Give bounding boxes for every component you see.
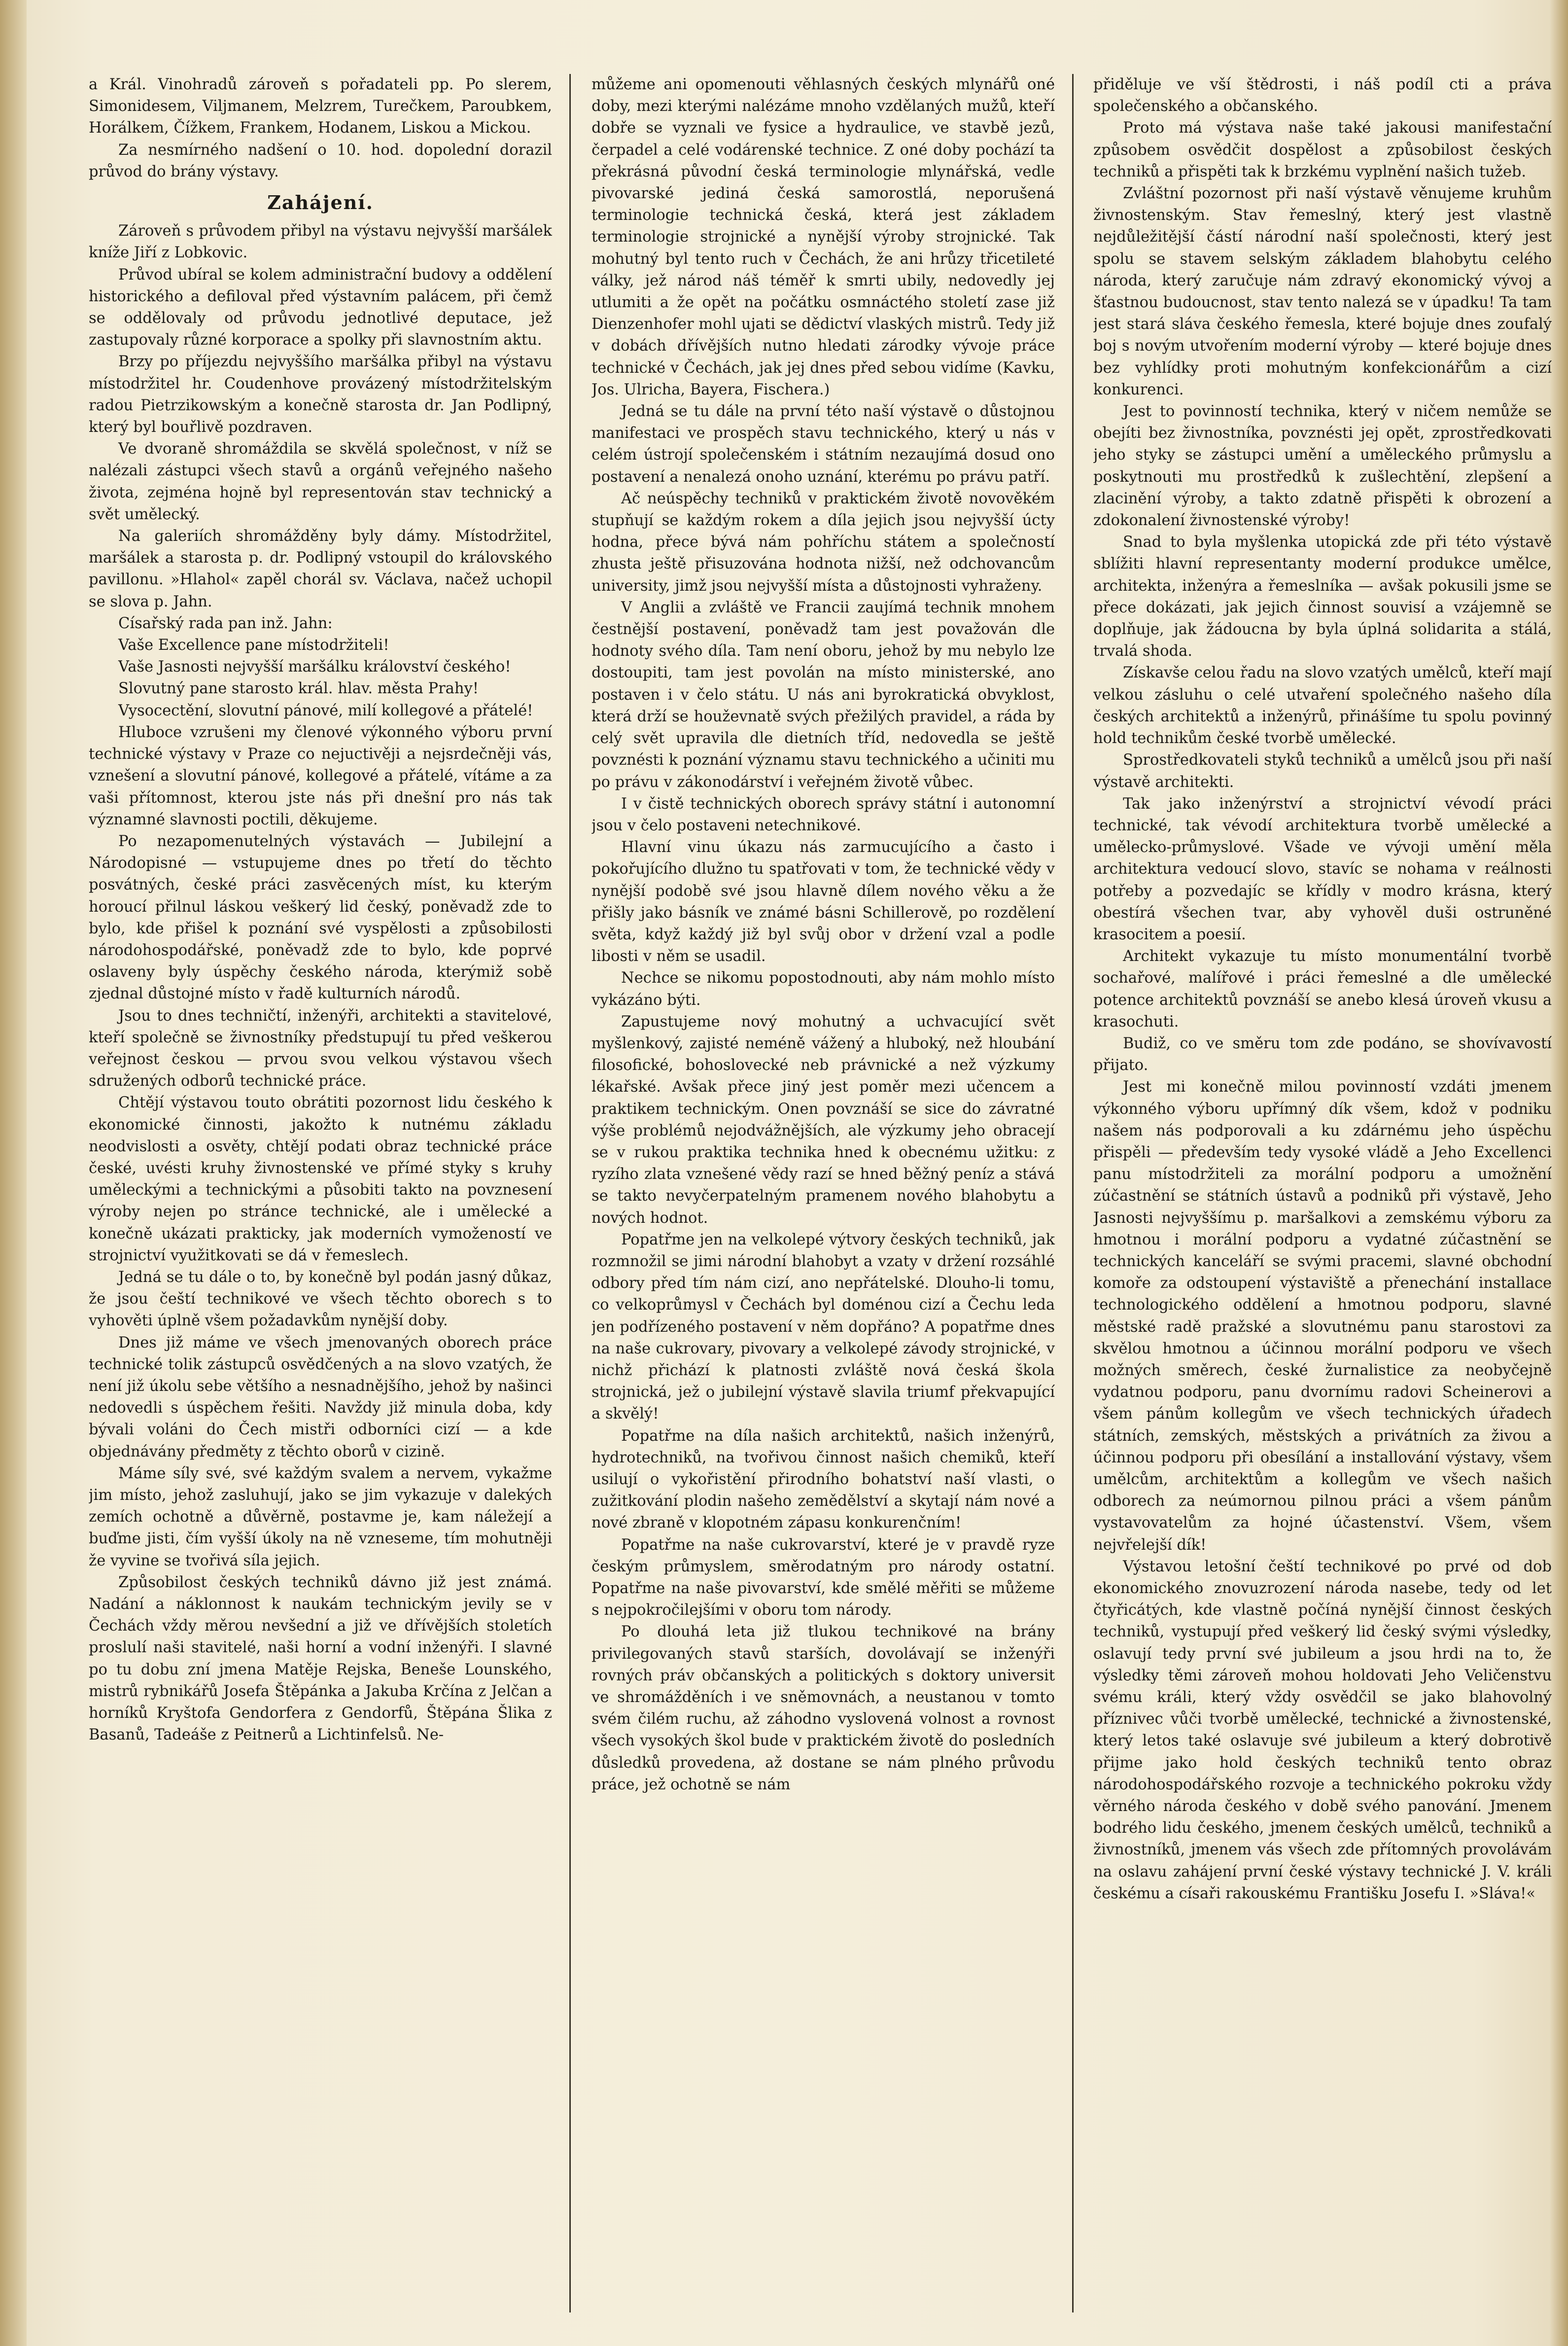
column-3	[1093, 74, 1552, 2317]
paragraph: Proto má výstava naše také jakousi manifestační způsobem osvědčit dospělost a způsobilost českých techniků a přispěti tak k brzkému vyplnění našich tužeb.	[1093, 119, 1552, 180]
paragraph: Jsou to dnes techničtí, inženýři, architekti a stavitelové, kteří společně se živnostníky předstupují tu před veškerou veřejnost českou — prvou svou velkou výstavou všech sdružených odborů technické práce.	[89, 1007, 552, 1090]
paragraph: Zapustujeme nový mohutný a uchvacující svět myšlenkový, zajisté neméně vážený a hluboký, než hloubání filosofické, bohoslovecké neb právnické a než výzkumy lékařské. Avšak přece jiný jest poměr mezi učencem a praktikem technickým. Onen povznáší se sice do závratné výše problémů nejodvážnějších, ale výzkumy jeho obracejí se v rukou praktika technika hned k obecnému užitku: z ryzího zlata vznešené vědy razí se hned běžný peníz a stává se takto nevyčerpatelným pramenem nového blahobytu a nových hodnot.	[592, 1013, 1055, 1227]
page-edge-right	[1550, 0, 1568, 2346]
paragraph: můžeme ani opomenouti věhlasných českých mlynářů oné doby, mezi kterými nalézáme mnoho vzdělaných mužů, kteří dobře se vyznali ve fysice a hydraulice, ve stavbě jezů, čerpadel a celé vodárenské technice. Z oné doby pochází ta překrásná původní česká terminologie mlynářská, vedle pivovarské jediná česká samorostlá, neporušená terminologie technická česká, která jest základem terminologie strojnické a nynější výroby strojnické. Tak mohutný byl tento ruch v Čechách, že ani hrůzy třicetileté války, jež národ náš téměř k smrti ubily, nedovedly jej utlumiti a že opět na počátku osmnáctého století zase již Dienzenhofer mohl ujati se dědictví vlaských mistrů. Tedy již v dobách dřívějších nutno hledati zárodky vývoje práce technické v Čechách, jak jej dnes před sebou vidíme (Kavku, Jos. Ulricha, Bayera, Fischera.)	[592, 76, 1055, 398]
paragraph: Dnes již máme ve všech jmenovaných oborech práce technické tolik zástupců osvědčených a na slovo vzatých, že není již úkolu sebe většího a nesnadnějšího, jehož by našinci nedovedli s úspěchem řešiti. Navždy již minula doba, kdy bývali voláni do Čech mistři odborníci cizí — a kde objednávány předměty z těchto oborů v cizině.	[89, 1334, 552, 1460]
paragraph: Budiž, co ve směru tom zde podáno, se shovívavostí přijato.	[1093, 1034, 1552, 1074]
section-heading: Zahájení.	[267, 191, 374, 214]
column-2	[592, 74, 1055, 2317]
paragraph: Slovutný pane starosto král. hlav. města Prahy!	[118, 680, 479, 698]
paragraph: Po nezapomenutelných výstavách — Jubilejní a Národopisné — vstupujeme dnes po třetí do těchto posvátných, české práci zasvěcených míst, ku kterým horoucí přilnul láskou veškerý lid český, poněvadž zde to bylo, kde přišel k poznání své vyspělosti a způsobilosti národohospodářské, poněvadž zde to bylo, kde poprvé oslaveny byly úspěchy českého národa, kterýmiž sobě zjednal důstojné místo v řadě kulturních národů.	[89, 832, 552, 1003]
paragraph: Vaše Excellence pane místodržiteli!	[118, 637, 389, 654]
paragraph: Sprostředkovateli styků techniků a umělců jsou při naší výstavě architekti.	[1093, 751, 1552, 791]
paragraph: Jest to povinností technika, který v ničem nemůže se obejíti bez živnostníka, povznésti jej opět, zprostředkovati jeho styky se zástupci umění a uměleckého průmyslu a poskytnouti mu prostředků k zušlechtění, zlepšení a zlacinění výroby, a takto zdatně přispěti k obrození a zdokonalení živnostenské výroby!	[1093, 403, 1552, 530]
paragraph: Popatřme na naše cukrovarství, které je v pravdě ryze českým průmyslem, směrodatným pro národy ostatní. Popatřme na naše pivovarství, kde smělé měřiti se můžeme s nejpokročilejšími v oboru tom národy.	[592, 1536, 1055, 1619]
paragraph: Brzy po příjezdu nejvyššího maršálka přibyl na výstavu místodržitel hr. Coudenhove provázený místodržitelským radou Pietrzikowským a konečně starosta dr. Jan Podlipný, který byl bouřlivě pozdraven.	[89, 353, 552, 436]
paragraph: Získavše celou řadu na slovo vzatých umělců, kteří mají velkou zásluhu o celé utvaření společného našeho díla českých architektů a inženýrů, přinášíme tu spolu povinný hold technikům české tvorbě umělecké.	[1093, 664, 1552, 747]
paragraph: Průvod ubíral se kolem administrační budovy a oddělení historického a defiloval před výstavním palácem, při čemž se oddělovaly od průvodu jednotlivé deputace, jež zastupovaly různé korporace a spolky při slavnostním aktu.	[89, 266, 552, 349]
paragraph: Výstavou letošní čeští technikové po prvé od dob ekonomického znovuzrození národa nasebe, tedy od let čtyřicátých, kde vlastně počíná nynější činnost českých techniků, vystupují před veškerý lid český svými výsledky, oslavují tedy první své jubileum a jsou hrdi na to, že výsledky těmi zároveň mohou holdovati Jeho Veličenstvu svému králi, který vždy osvědčil se jako blahovolný příznivec vůči tvorbě umělecké, technické a živnostenské, který letos také oslavuje své jubileum a který dobrotivě přijme jako hold českých techniků tento obraz národohospodářského rozvoje a technického pokroku vždy věrného národa českého v době svého panování. Jmenem bodrého lidu českého, jmenem českých umělců, techniků a živnostníků, jmenem vás všech zde přítomných provolávám na oslavu zahájení první české výstavy technické J. V. králi českému a císaři rakouskému Františku Josefu I. »Sláva!«	[1093, 1558, 1552, 1902]
paragraph: V Anglii a zvláště ve Francii zaujímá technik mnohem čestnější postavení, poněvadž tam jest považován dle hodnoty svého díla. Tam není oboru, jehož by mu nebylo lze dostoupiti, tam jest povolán na místo ministerské, ano postaven i v čelo státu. U nás ani byrokratická obvyklost, která drží se houževnatě svých přežilých pravidel, a ráda by celý svět upravila dle dietních tříd, nedovedla se ještě povznésti k poznání významu stavu technického a učiniti mu po právu v zákonodárství i veřejném životě vůbec.	[592, 599, 1055, 791]
paragraph: Popatřme jen na velkolepé výtvory českých techniků, jak rozmnožil se jimi národní blahobyt a vzaty v držení rozsáhlé odbory před tím nám cizí, ano nepřátelské. Dlouho-li tomu, co velkoprůmysl v Čechách byl doménou cizí a Čechu leda jen podřízeného postavení v něm dopřáno? A popatřme dnes na naše cukrovary, pivovary a velkolepé závody strojnické, v nichž přichází k platnosti zvláště nová česká škola strojnická, jež o jubilejní výstavě slavila triumf překvapující a skvělý!	[592, 1231, 1055, 1423]
paragraph: Nechce se nikomu popostodnouti, aby nám mohlo místo vykázáno býti.	[592, 969, 1055, 1009]
paragraph: Způsobilost českých techniků dávno již jest známá. Nadání a náklonnost k naukám technickým jevily se v Čechách vždy měrou nevšední a již ve dřívějších stoletích proslulí naši stavitelé, naši horní a vodní inženýři. I slavné po tu dobu zní jmena Matěje Rejska, Beneše Lounského, mistrů rybnikářů Josefa Štěpánka a Jakuba Krčína z Jelčan a horníků Kryštofa Gendorfera z Gendorfů, Štěpána Šlika z Basanů, Tadeáše z Peitnerů a Lichtinfelsů. Ne-	[89, 1573, 552, 1744]
paragraph: Vysocectění, slovutní pánové, milí kollegové a přátelé!	[118, 702, 533, 719]
paragraph: Vaše Jasnosti nejvyšší maršálku království českého!	[118, 658, 511, 676]
paragraph: Máme síly své, své každým svalem a nervem, vykažme jim místo, jehož zasluhují, jako se jim vykazuje v dalekých zemích ochotně a důvěrně, postavme je, kam náležejí a buďme jisti, čím vyšší úkoly na ně vzneseme, tím mohutněji že vyvine se tvořivá síla jejich.	[89, 1464, 552, 1569]
speaker-line: Císařský rada pan inž. Jahn:	[118, 614, 333, 632]
paragraph: Na galeriích shromážděny byly dámy. Místodržitel, maršálek a starosta p. dr. Podlipný vstoupil do královského pavillonu. »Hlahol« zapěl chorál sv. Václava, načež uchopil se slova p. Jahn.	[89, 528, 552, 610]
paragraph: Zároveň s průvodem přibyl na výstavu nejvyšší maršálek kníže Jiří z Lobkovic.	[89, 222, 552, 262]
paragraph: Za nesmírného nadšení o 10. hod. dopolední dorazil průvod do brány výstavy.	[89, 141, 552, 180]
paragraph: Snad to byla myšlenka utopická zde při této výstavě sblížiti hlavní representanty moderní produkce umělce, architekta, inženýra a řemeslníka — avšak pokusili jsme se přece dokázati, jak jejich činnost souvisí a vzájemně se doplňuje, jak žádoucna by byla úplná solidarita a stálá, trvalá shoda.	[1093, 533, 1552, 660]
page-edge-left	[0, 0, 27, 2346]
paragraph: Popatřme na díla našich architektů, našich inženýrů, hydrotechniků, na tvořivou činnost našich chemiků, kteří usilují o vykořistění přirodního bohatství naší vlasti, o zužitkování plodin našeho zemědělství a skytají nám nové a nové zbraně v klopotném zápasu konkurenčním!	[592, 1427, 1055, 1532]
paragraph: Po dlouhá leta již tlukou technikové na brány privilegovaných stavů starších, dovolávají se inženýři rovných práv občanských a politických s doktory universit ve shromážděních i ve sněmovnách, a neustanou v tomto svém čilém ruchu, až záhodno vyslovená volnost a rovnost všech vysokých škol bude v praktickém životě do posledních důsledků provedena, až dostane se nám plného průvodu práce, jež ochotně se nám	[592, 1623, 1055, 1793]
paragraph: Hluboce vzrušeni my členové výkonného výboru první technické výstavy v Praze co nejuctivěji a nejsrdečněji vás, vznešení a slovutní pánové, kollegové a přátelé, vítáme a za vaši přítomnost, kterou jste nás při dnešní pro nás tak významné slavnosti poctili, děkujeme.	[89, 723, 552, 828]
paragraph: Hlavní vinu úkazu nás zarmucujícího a často i pokořujícího dlužno tu spatřovati v tom, že technické vědy v nynější podobě své jsou hlavně dílem nového věku a že přišly jako básník ve známé básni Schillerově, po rozdělení světa, když každý již byl svůj obor v držení vzal a podle libosti v něm se usadil.	[592, 839, 1055, 965]
paragraph: Zvláštní pozornost při naší výstavě věnujeme kruhům živnostenským. Stav řemeslný, který jest vlastně nejdůležitější částí národní naší společnosti, který jest spolu se stavem selským základem blahobytu celého národa, který zaručuje nám zdravý ekonomický vývoj a šťastnou budoucnost, stav tento nalezá se v úpadku! Ta tam jest stará sláva českého řemesla, které bojuje dnes zoufalý boj s novým utvořením moderní výroby — které bojuje dnes bez vyhlídky proti mohutným konfekcionářům a cizí konkurenci.	[1093, 185, 1552, 398]
paragraph: Jedná se tu dále o to, by konečně byl podán jasný důkaz, že jsou čeští technikové ve všech těchto oborech s to vyhověti úplně všem požadavkům nynější doby.	[89, 1268, 552, 1330]
column-divider	[1072, 74, 1074, 2312]
paragraph: přiděluje ve vší štědrosti, i náš podíl cti a práva společenského a občanského.	[1093, 76, 1552, 115]
paragraph: Chtějí výstavou touto obrátiti pozornost lidu českého k ekonomické činnosti, jakožto k nutnému základu neodvislosti a osvěty, chtějí podati obraz technické práce české, uvésti kruhy živnostenské ve přímé styky s kruhy uměleckými a technickými a působiti takto na povznesení výroby nejen po stránce technické, ale i umělecké a konečně ukázati prakticky, jak moderních vymožeností ve strojnictví využitkovati se dá v řemeslech.	[89, 1094, 552, 1264]
paragraph: a Král. Vinohradů zároveň s pořadateli pp. Po slerem, Simonidesem, Viljmanem, Melzrem, Turečkem, Paroubkem, Horálkem, Čížkem, Frankem, Hodanem, Liskou a Mickou.	[89, 76, 552, 137]
column-divider	[569, 74, 571, 2312]
paragraph: Ač neúspěchy techniků v praktickém životě novověkém stupňují se každým rokem a díla jejich jsou nejvyšší úcty hodna, přece bývá nám pohříchu státem a společností zhusta ještě přisuzována hodnota nižší, než odchovancům university, jimž jsou nejvyšší místa a důstojnosti vyhraženy.	[592, 490, 1055, 595]
paragraph: Ve dvoraně shromáždila se skvělá společnost, v níž se nalézali zástupci všech stavů a orgánů veřejného našeho života, zejména hojně byl representován stav technický a svět umělecký.	[89, 440, 552, 523]
paragraph: Jest mi konečně milou povinností vzdáti jmenem výkonného výboru upřímný dík všem, kdož v podniku našem nás podporovali a ku zdárnému jeho úspěchu přispěli — především tedy vysoké vládě a Jeho Excellenci panu místodržiteli za morální podporu a umožnění zúčastnění se státních ústavů a podniků při výstavě, Jeho Jasnosti nejvyššímu p. maršalkovi a zemskému výboru za hmotnou i morální podporu a vydatné zúčastnění se technických kanceláří se svými pracemi, slavné obchodní komoře za odstoupení výstaviště a přenechání installace technologického oddělení a hmotnou podporu, slavné městské radě pražské a slovutnému panu starostovi za skvělou hmotnou a účinnou morální podporu ve všech možných směrech, české žurnalistice za neobyčejně vydatnou podporu, panu dvornímu radovi Scheinerovi a všem pánům kollegům ve všech technických úřadech státních, zemských, městských a privátních za živou a účinnou podporu při obesílání a installování výstavy, všem umělcům, architektům a kollegům ve všech našich odborech za neúmornou pilnou práci a všem pánům vystavovatelům za hojné účastenství. Všem, všem nejvřelejší dík!	[1093, 1078, 1552, 1554]
paragraph: Jedná se tu dále na první této naší výstavě o důstojnou manifestaci ve prospěch stavu technického, který u nás v celém ústrojí společenském i státním nezaujímá dosud ono postavení a nenalezá onoho uznání, kterému po právu patří.	[592, 403, 1055, 486]
paragraph: I v čistě technických oborech správy státní i autonomní jsou v čelo postaveni netechnikové.	[592, 795, 1055, 834]
paragraph: Architekt vykazuje tu místo monumentální tvorbě sochařové, malířové i práci řemeslné a dle umělecké potence architektů povznáší se anebo klesá úroveň vkusu a krasochuti.	[1093, 948, 1552, 1031]
column-1	[89, 74, 552, 2317]
paragraph: Tak jako inženýrství a strojnictví vévodí práci technické, tak vévodí architektura tvorbě umělecké a umělecko-průmyslové. Všade ve vývoji umění měla architektura vedoucí slovo, stavíc se nohama v reálnosti potřeby a pozvedajíc se křídly v modro krásna, který obestírá všechen tvar, aby vyhověl duši ostruněné krasocitem a poesií.	[1093, 795, 1552, 943]
